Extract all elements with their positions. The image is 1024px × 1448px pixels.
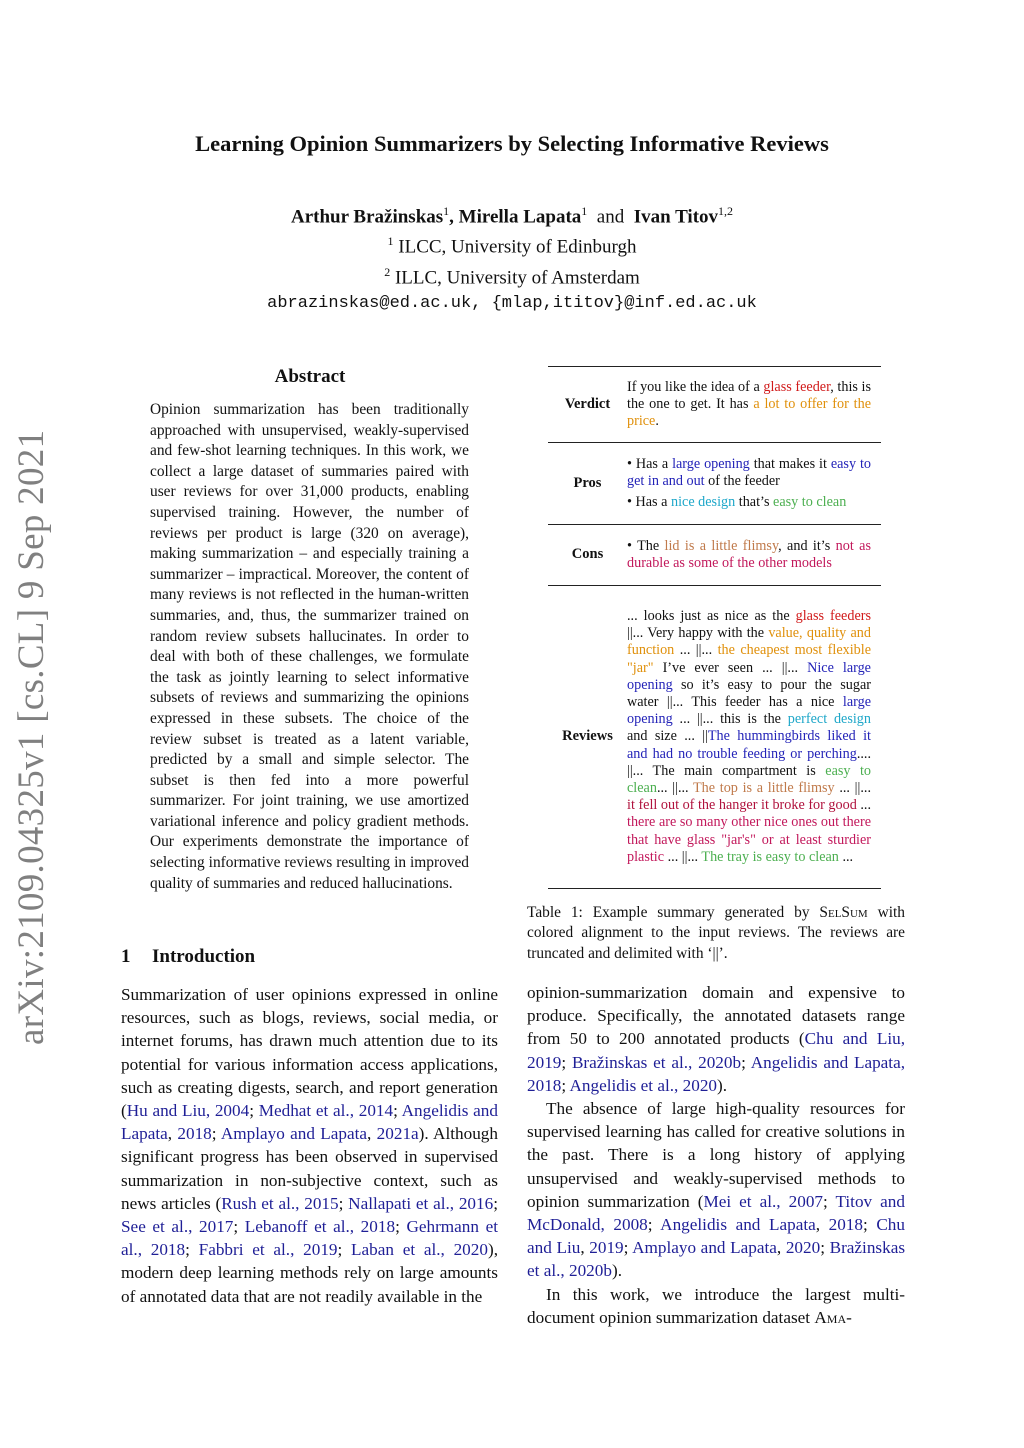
citation-link[interactable]: 2018: [177, 1124, 212, 1144]
row-label: Reviews: [562, 728, 613, 745]
citation-link[interactable]: Fabbri et al., 2019: [198, 1240, 338, 1260]
arxiv-stamp: arXiv:2109.04325v1 [cs.CL] 9 Sep 2021: [11, 429, 52, 1045]
row-label: Pros: [573, 474, 602, 491]
row-label: Verdict: [564, 395, 611, 412]
citation-link[interactable]: Hu and Liu, 2004: [126, 1101, 250, 1121]
section-number: 1: [121, 946, 131, 967]
intro-paragraph: Summarization of user opinions expressed in online resources, such as blogs, reviews, social media, or internet forums, has drawn much attention due to its potential for various information access applications, such as creating digests, search, and report generation (Hu and Liu, 2004; Medhat et al., 2014; Angelidis and Lapata, 2018; Amplayo and Lapata, 2021a). Although significant progress has been observed in supervised summarization in non-subjective context, such as news articles (Rush et al., 2015; Nallapati et al., 2016; See et al., 2017; Lebanoff et al., 2018; Gehrmann et al., 2018; Fabbri et al., 2019; Laban et al., 2020), modern deep learning methods rely on large amounts of annotated data that are not readily available in the: [121, 985, 499, 1306]
author-name: Mirella Lapata: [458, 206, 582, 228]
citation-link[interactable]: Bražinskas et al., 2020b: [527, 1238, 906, 1281]
citation-link[interactable]: Chu and Liu, 2019: [527, 1029, 905, 1072]
pros-text: • Has a large opening that makes it easy to get in and out of the feeder • Has a nice design that’s easy to clean: [627, 455, 871, 511]
paragraph: opinion-summarization domain and expensive to produce. Specifically, the annotated datasets range from 50 to 200 annotated products (Chu and Liu, 2019; Bražinskas et al., 2020b; Angelidis and Lapata, 2018; Angelidis et al., 2020).: [527, 983, 905, 1095]
abstract-text: Opinion summarization has been traditionally approached with unsupervised, weakly-supervised and few-shot learning techniques. In this work, we collect a large dataset of summaries paired with user reviews for over 31,000 products, enabling supervised training. However, the number of reviews per product is large (320 on average), making summarization – and especially training a summarizer – impractical. Moreover, the content of many reviews is not reflected in the human-written summaries, and, thus, the summarizer trained on random review subsets hallucinates. In order to deal with both of these challenges, we formulate the task as jointly learning to select informative subsets of reviews and summarizing the opinions expressed in these subsets. The choice of the review subset is treated as a latent variable, predicted by a small and simple selector. The subset is then fed into a more powerful summarizer. For joint training, we use amortized variational inference and policy gradient methods. Our experiments demonstrate the importance of selecting informative reviews resulting in improved quality of summaries and reduced hallucinations.: [150, 401, 469, 892]
author-conjunction: and: [596, 206, 625, 228]
reviews-text: ... looks just as nice as the glass feeders ||... Very happy with the value, quality and function ... ||... the cheapest most flexible "jar" I’ve ever seen ... ||... Nice large opening so it’s easy to pour the sugar water ||... This feeder has a nice large opening ... ||... this is the perfect design and size ... ||The hummingbirds liked it and had no trouble feeding or perching.... ||... The main compartment is easy to clean... ||... The top is a little flimsy ... ||... it fell out of the hanger it broke for good ... there are so many other nice ones out there that have glass "jar's" or at least sturdier plastic ... ||... The tray is easy to clean ...: [627, 607, 871, 865]
citation-link[interactable]: Lebanoff et al., 2018: [244, 1217, 396, 1237]
verdict-text: If you like the idea of a glass feeder, this is the one to get. It has a lot to offer for the price.: [627, 378, 871, 430]
citation-link[interactable]: Angelidis and Lapata, 2018: [527, 1052, 905, 1095]
author-emails: abrazinskas@ed.ac.uk, {mlap,ititov}@inf.ed.ac.uk: [267, 293, 757, 313]
citation-link[interactable]: Gehrmann et al., 2018: [121, 1217, 499, 1260]
citation-link[interactable]: Titov and McDonald, 2008: [527, 1191, 905, 1235]
author-line: Arthur Bražinskas$^1$, Mirella Lapata$^1$ and Ivan Titov$^{1,2}$: [290, 204, 734, 228]
paragraph: In this work, we introduce the largest multi-document opinion summarization dataset Ama-: [527, 1284, 905, 1327]
citation-link[interactable]: Angelidis and Lapata: [660, 1215, 816, 1235]
table-row-verdict: [548, 367, 881, 443]
citation-link[interactable]: Nallapati et al., 2016: [348, 1193, 494, 1213]
citation-link[interactable]: See et al., 2017: [121, 1217, 234, 1237]
table-caption: Table 1: Example summary generated by SelSum with colored alignment to the input reviews. The reviews are truncated and delimited with ‘||’.: [527, 904, 905, 962]
paragraph: The absence of large high-quality resources for supervised learning has called for creative solutions in the past. There is a long history of applying unsupervised and weakly-supervised methods to opinion summarization (Mei et al., 2007; Titov and McDonald, 2008; Angelidis and Lapata, 2018; Chu and Liu, 2019; Amplayo and Lapata, 2020; Bražinskas et al., 2020b).: [527, 1099, 906, 1281]
section-title: Introduction: [152, 946, 256, 967]
citation-link[interactable]: Medhat et al., 2014: [258, 1101, 394, 1121]
citation-link[interactable]: 2019: [589, 1238, 624, 1258]
citation-link[interactable]: Amplayo and Lapata: [220, 1124, 368, 1144]
citation-link[interactable]: Angelidis and Lapata: [121, 1101, 498, 1144]
citation-link[interactable]: Chu and Liu: [527, 1215, 905, 1258]
author-affil-sup: 1: [443, 204, 450, 218]
citation-link[interactable]: Rush et al., 2015: [221, 1193, 339, 1213]
citation-link[interactable]: Bražinskas et al., 2020b: [571, 1052, 742, 1072]
row-label: Cons: [571, 546, 604, 563]
citation-link[interactable]: 2018: [828, 1215, 863, 1235]
author-block: [0, 199, 1024, 316]
table-row-cons: [548, 525, 881, 586]
citation-link[interactable]: Angelidis et al., 2020: [569, 1075, 718, 1095]
table-row-reviews: [548, 586, 881, 888]
abstract-heading: Abstract: [274, 366, 346, 387]
example-table: [548, 366, 881, 889]
citation-link[interactable]: Amplayo and Lapata: [632, 1238, 777, 1258]
author-affil-sup: 1: [581, 204, 588, 218]
table-row-pros: [548, 443, 881, 525]
citation-link[interactable]: Mei et al., 2007: [703, 1191, 824, 1211]
citation-link[interactable]: 2020: [785, 1238, 821, 1258]
cons-text: • The lid is a little flimsy, and it’s not as durable as some of the other models: [627, 537, 871, 571]
author-name: Arthur Bražinskas: [290, 206, 444, 228]
affiliation-2: $^2$ ILLC, University of Amsterdam: [384, 264, 640, 288]
right-column-body: [527, 981, 905, 1329]
citation-link[interactable]: 2021a: [376, 1124, 419, 1144]
paper-title: Learning Opinion Summarizers by Selecting Informative Reviews: [195, 131, 829, 156]
author-affil-sup: 1,2: [718, 204, 734, 218]
affiliation-1: $^1$ ILCC, University of Edinburgh: [387, 234, 637, 258]
author-name: Ivan Titov: [633, 206, 719, 228]
section-heading-introduction: [121, 946, 255, 968]
model-name: SelSum: [819, 904, 868, 921]
citation-link[interactable]: Laban et al., 2020: [351, 1240, 488, 1260]
